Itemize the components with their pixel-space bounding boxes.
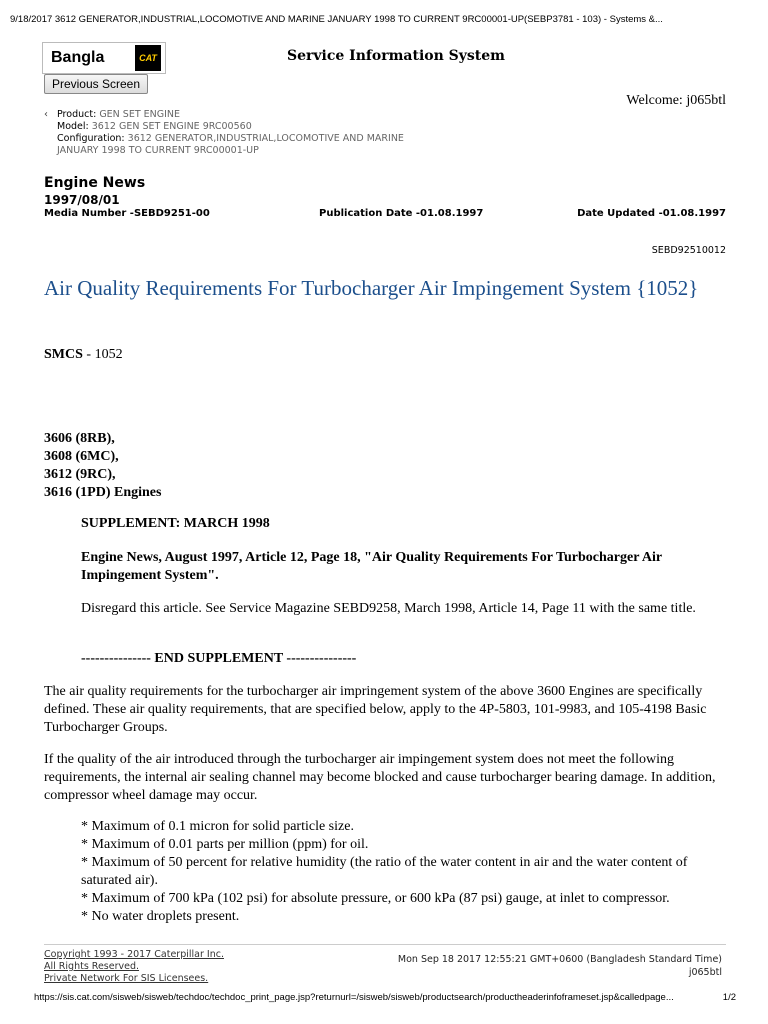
copyright-link[interactable]: Copyright 1993 - 2017 Caterpillar Inc. xyxy=(44,949,224,960)
previous-screen-button[interactable]: Previous Screen xyxy=(44,74,148,94)
footer-timestamp: Mon Sep 18 2017 12:55:21 GMT+0600 (Bangladesh Standard Time) xyxy=(397,954,722,965)
print-header: 9/18/2017 3612 GENERATOR,INDUSTRIAL,LOCOMOTIVE AND MARINE JANUARY 1998 TO CURRENT 9RC00001-UP(SEBP3781 - 103) - Systems &... xyxy=(10,14,663,25)
list-item: * No water droplets present. xyxy=(81,909,240,924)
body-paragraph-2: If the quality of the air introduced through the turbocharger air impingement system does not meet the following requirements, the internal air sealing channel may become blocked and cause turbocharger bearing damage. In addition, compressor wheel damage may occur. xyxy=(44,752,716,803)
print-footer xyxy=(34,992,736,1003)
section-title: Engine News xyxy=(44,175,146,191)
footer-links xyxy=(44,949,224,985)
product-line: Product: GEN SET ENGINE xyxy=(57,109,181,120)
media-number: Media Number -SEBD9251-00 xyxy=(44,208,210,219)
engine-item: 3616 (1PD) Engines xyxy=(44,485,162,500)
publication-date: Publication Date -01.08.1997 xyxy=(319,208,484,219)
engine-list xyxy=(44,430,161,502)
print-url: https://sis.cat.com/sisweb/sisweb/techdoc/techdoc_print_page.jsp?returnurl=/sisweb/sisweb/productsearch/productheaderinfoframeset.jsp&calledpage... xyxy=(34,992,674,1003)
configuration-line: Configuration: 3612 GENERATOR,INDUSTRIAL,LOCOMOTIVE AND MARINE xyxy=(57,133,404,144)
footer-divider xyxy=(44,944,726,945)
logo-text: Bangla xyxy=(51,49,105,66)
supplement-heading: SUPPLEMENT: MARCH 1998 xyxy=(81,516,270,531)
configuration-line-2: JANUARY 1998 TO CURRENT 9RC00001-UP xyxy=(57,145,259,156)
smcs-code: SMCS - 1052 xyxy=(44,347,123,362)
chevron-left-icon[interactable]: ‹ xyxy=(44,109,48,120)
model-line: Model: 3612 GEN SET ENGINE 9RC00560 xyxy=(57,121,252,132)
engine-item: 3606 (8RB), xyxy=(44,431,115,446)
footer-session xyxy=(398,953,722,979)
list-item: * Maximum of 0.1 micron for solid particle size. xyxy=(81,819,354,834)
date-updated: Date Updated -01.08.1997 xyxy=(577,208,726,219)
document-id: SEBD92510012 xyxy=(651,245,726,256)
product-breadcrumb xyxy=(44,109,444,157)
footer-user: j065btl xyxy=(688,967,722,978)
list-item: * Maximum of 50 percent for relative humidity (the ratio of the water content in air and the water content of saturated air). xyxy=(81,855,688,888)
engine-item: 3612 (9RC), xyxy=(44,467,116,482)
requirements-list xyxy=(81,818,731,926)
cat-logo-icon: CAT xyxy=(135,45,161,71)
end-supplement: --------------- END SUPPLEMENT --------------- xyxy=(81,651,357,666)
body-paragraph-1: The air quality requirements for the turbocharger air impringement system of the above 3600 Engines are specifically defined. These air quality requirements, that are specified below, apply to the 4P-5803, 101-9983, and 105-4198 Basic Turbocharger Groups. xyxy=(44,684,707,735)
engine-item: 3608 (6MC), xyxy=(44,449,119,464)
bangla-cat-logo xyxy=(42,42,166,74)
welcome-user: Welcome: j065btl xyxy=(626,93,726,108)
site-title: Service Information System xyxy=(287,48,505,64)
page-number: 1/2 xyxy=(722,992,736,1003)
section-date: 1997/08/01 xyxy=(44,193,120,207)
supplement-note: Disregard this article. See Service Magazine SEBD9258, March 1998, Article 14, Page 11 with the same title. xyxy=(81,601,696,616)
article-title: Air Quality Requirements For Turbocharger Air Impingement System {1052} xyxy=(44,276,699,300)
rights-link[interactable]: All Rights Reserved. xyxy=(44,961,140,972)
supplement-reference: Engine News, August 1997, Article 12, Page 18, "Air Quality Requirements For Turbocharger Air Impingement System". xyxy=(81,550,662,583)
private-network-link[interactable]: Private Network For SIS Licensees. xyxy=(44,973,209,984)
list-item: * Maximum of 700 kPa (102 psi) for absolute pressure, or 600 kPa (87 psi) gauge, at inlet to compressor. xyxy=(81,891,670,906)
list-item: * Maximum of 0.01 parts per million (ppm) for oil. xyxy=(81,837,369,852)
